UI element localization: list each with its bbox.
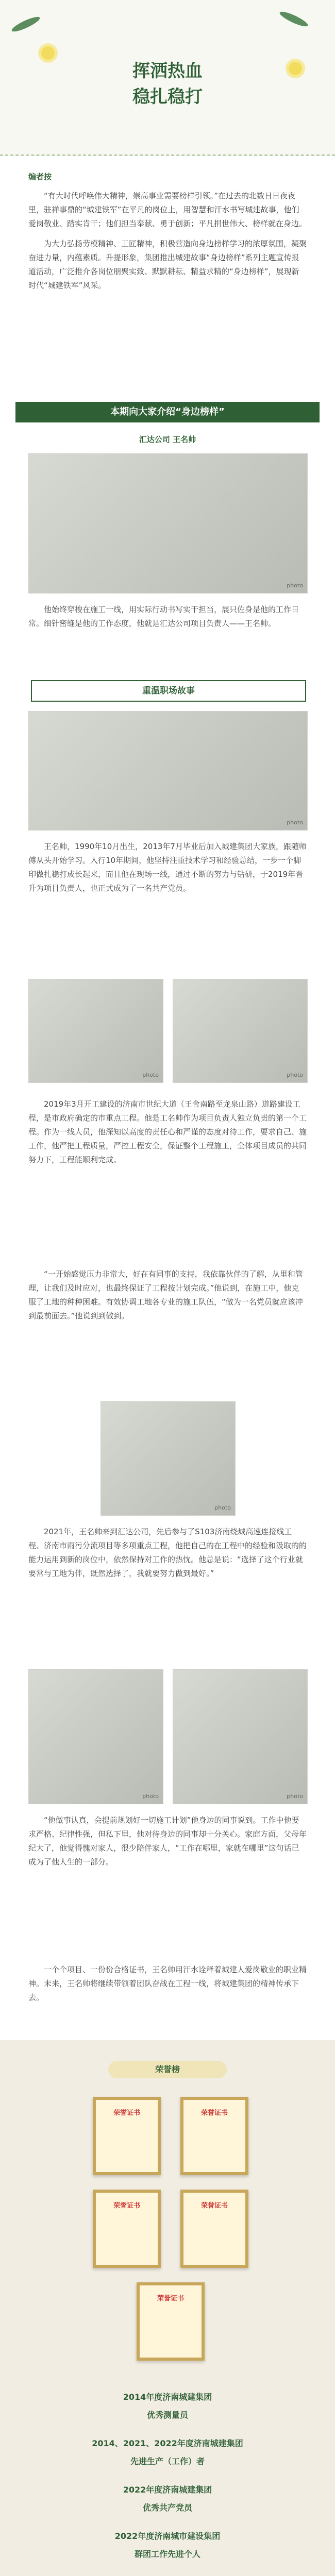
honor-item: 2022年度济南城建集团	[123, 2485, 212, 2495]
honor-item: 2014、2021、2022年度济南城建集团	[92, 2438, 243, 2448]
story-p4: 2021年，王名帅来到汇达公司，先后参与了S103济南绕城高速连接线工程、济南市雨污分流项目等多项重点工程，他把自己的在工程中的经验和汲取的的能力运用到新的岗位中，依然保持对工作的热忱。他总是说：“选择了这个行业就要常与工地为伴，既然选择了，我就要努力做到最好。”	[28, 1527, 307, 1578]
certificate-4: 荣誉证书	[180, 2190, 248, 2268]
story-p1-block	[28, 840, 307, 974]
editor-note-label: 编者按	[28, 172, 52, 181]
title-line-2: 稳扎稳打	[132, 87, 203, 107]
story-photo-6: photo	[173, 1669, 308, 1804]
story-p1: 王名帅，1990年10月出生，2013年7月毕业后加入城建集团大家族，跟随师傅从头开始学习。入行10年期间，他坚持注重技术学习和经验总结，一步一个脚印做扎稳打成长起来，而且他在现场一线，通过不断的努力与钻研，于2019年晋升为项目负责人，也正式成为了一名共产党员。	[28, 842, 307, 893]
story-p5: “他做事认真，会提前规划好一切施工计划”他身边的同事说到。工作中他要求严格、纪律性强，但私下里，他对待身边的同事却十分关心。家庭方面，父母年纪大了，他觉得愧对家人，很少陪伴家人，“工作在哪里，家就在哪里”这句话已成为了他人生的一部分。	[28, 1816, 307, 1867]
honor-item: 2014年度济南城建集团	[123, 2392, 212, 2402]
story-p2-block	[28, 1097, 307, 1262]
certificate-1: 荣誉证书	[93, 2097, 161, 2175]
title-line-1: 挥洒热血	[132, 61, 203, 81]
certificate-2: 荣誉证书	[180, 2097, 248, 2175]
editor-note-p2: 为大力弘扬劳模精神、工匠精神，积极营造向身边榜样学习的浓厚氛围，凝聚奋进力量，内蕴素质。升提形象，集团推出城建故事“身边榜样”系列主题宣传报道活动，广泛推介各岗位朋聚实致、默默耕耘、精益求精的“身边榜样”，展现新时代“城建铁军”风采。	[28, 239, 307, 290]
story-p6: 一个个项目、一份份合格证书，王名帅用汗水诠释着城建人爱岗敬业的职业精神。未来，王名帅将继续带领着团队奋战在工程一线，将城建集团的精神传承下去。	[28, 1965, 307, 2002]
intro-photo: photo	[28, 453, 308, 594]
editor-note	[28, 170, 307, 397]
story-photo-4: photo	[100, 1401, 236, 1516]
honor-item: 先进生产（工作）者	[130, 2456, 205, 2466]
story-p6-block	[28, 1963, 307, 2035]
story-p3-block	[28, 1267, 307, 1391]
intro-text: 他始终穿梭在施工一线，用实际行动书写实干担当，展只佐身是他的工作日常。细针密缝是他的工作态度，他就是汇达公司项目负责人——王名帅。	[28, 605, 299, 628]
story-p4-block	[28, 1525, 307, 1659]
leaf-decoration	[278, 9, 309, 29]
honor-item: 群团工作先进个人	[134, 2549, 200, 2559]
story-p2: 2019年3月开工建设的济南市世纪大道（王舍南路至龙泉山路）道路建设工程，是市政府确定的市重点工程。他是工名帅作为项目负责人独立负责的第一个工程。作为一线人员，他深知以高度的责任心和严谨的态度对待工作，要求自己、施工作，他严把工程质量，严控工程安全，保证整个工程施工，全体项目成员的共同努力下，工程能顺利完成。	[28, 1099, 307, 1164]
certificate-5: 荣誉证书	[137, 2282, 205, 2361]
header-banner	[0, 0, 335, 156]
story-p3: “一开始感觉压力非常大，好在有同事的支持，我依靠伙伴的了解，从里和管理，让我们及时应对，也最终保证了工程按计划完成。”他说到，在施工中，他克服了工地的种种困难。有效协调工地各专业的施工队伍，“做为一名党员就应该冲到最前面去。”他说到到做到。	[28, 1269, 303, 1320]
story-photo-5: photo	[28, 1669, 163, 1804]
certificate-3: 荣誉证书	[93, 2190, 161, 2268]
story-photo-3: photo	[173, 979, 308, 1083]
story-photo-1: photo	[28, 711, 308, 831]
honor-item: 2022年度济南城市建设集团	[114, 2531, 221, 2541]
leaf-decoration	[10, 14, 41, 34]
section-intro-header: 本期向大家介绍“身边榜样”	[15, 402, 320, 422]
editor-note-p1: “有大时代呼唤伟大精神，崇高事业需要榜样引领。”在过去的北数日日夜夜里，驻禅事鼎的“城建铁军”在平凡的岗位上，用智慧和汗水书写城建故事，他们爱岗敬业、踏实肯干；他们担当奉献、勇于创新；平凡捐世伟大、榜样就在身边。	[28, 191, 307, 228]
story-title: 重温职场故事	[31, 680, 306, 702]
story-p5-block	[28, 1814, 307, 1958]
honors-title: 荣誉榜	[108, 2061, 227, 2078]
intro-text-block	[28, 603, 307, 665]
intro-name: 汇达公司 王名帅	[139, 435, 196, 444]
honor-item: 优秀测量员	[146, 2410, 188, 2420]
honor-item: 优秀共产党员	[142, 2503, 192, 2513]
story-photo-2: photo	[28, 979, 163, 1083]
